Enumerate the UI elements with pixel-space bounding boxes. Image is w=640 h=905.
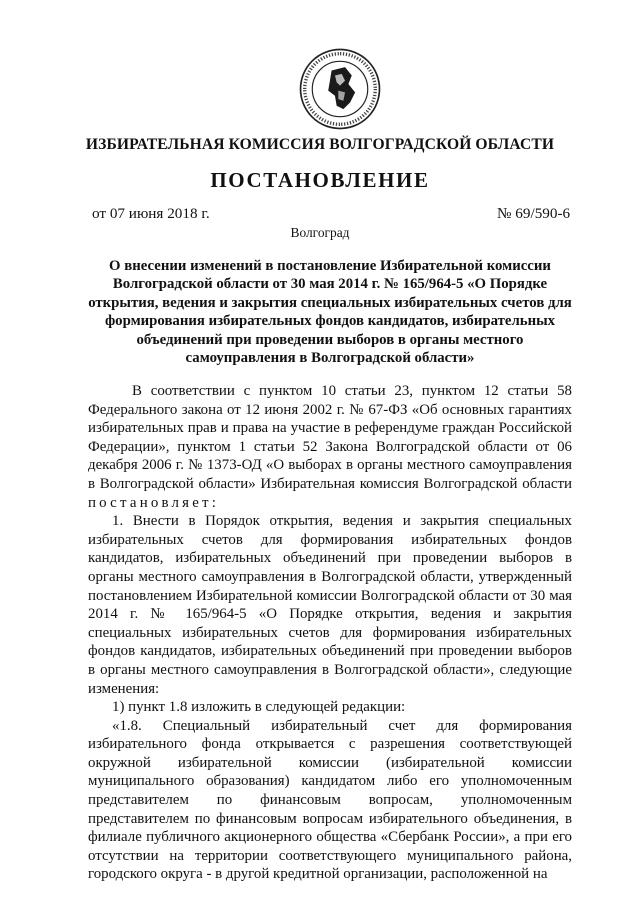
item-1-paragraph: 1. Внести в Порядок открытия, ведения и закрытия специальных избирательных счетов для формирования избирательных фондов кандидатов, избирательных объединений при проведении выборов в органы местного самоуправления в Волгоградской области, утвержденный постановлением Избирательной комиссии Волгоградской области от 30 мая 2014 г. № 165/964-5 «О Порядке открытия, ведения и закрытия специальных избирательных счетов для формирования избирательных фондов кандидатов, избирательных объединений при проведении выборов в органы местного самоуправления в Волгоградской области», следующие изменения:: [88, 513, 572, 697]
election-commission-seal-icon: [298, 47, 382, 131]
document-title: О внесении изменений в постановление Избирательной комиссии Волгоградской области от 30 мая 2014 г. № 165/964-5 «О Порядке открытия, ведения и закрытия специальных избирательных счетов для формирования избирательных фондов кандидатов, избирательных объединений при проведении выборов в органы местного самоуправления в Волгоградской области»: [88, 258, 572, 367]
document-type: ПОСТАНОВЛЕНИЕ: [210, 168, 430, 192]
organization-name: ИЗБИРАТЕЛЬНАЯ КОМИССИЯ ВОЛГОГРАДСКОЙ ОБЛАСТИ: [85, 136, 555, 153]
document-body: [88, 382, 572, 884]
document-date: от 07 июня 2018 г.: [92, 205, 210, 222]
item-1-1-paragraph: 1) пункт 1.8 изложить в следующей редакции:: [112, 699, 406, 716]
preamble-text: В соответствии с пунктом 10 статьи 23, пунктом 12 статьи 58 Федерального закона от 12 июня 2002 г. № 67-ФЗ «Об основных гарантиях избирательных прав и права на участие в референдуме граждан Российской Федерации», пунктом 1 статьи 52 Закона Волгоградской области от 06 декабря 2006 г. № 1373-ОД «О выборах в органы местного самоуправления в Волгоградской области» Избирательная комиссия Волгоградской области: [88, 383, 572, 492]
resolves-word: постановляет:: [88, 494, 220, 511]
document-number: № 69/590-6: [497, 205, 571, 222]
item-1-1-text-paragraph: «1.8. Специальный избирательный счет для формирования избирательного фонда открывается с разрешения соответствующей окружной избирательной комиссии (избирательной комиссии муниципального образования) кандидатом либо его уполномоченным представителем по финансовым вопросам, уполномоченным представителем по финансовым вопросам избирательного объединения, в филиале публичного акционерного общества «Сбербанк России», а при его отсутствии на территории соответствующего муниципального района, городского округа - в другой кредитной организации, расположенной на: [88, 717, 572, 883]
preamble-paragraph: [88, 382, 572, 512]
document-city: Волгоград: [290, 225, 350, 240]
